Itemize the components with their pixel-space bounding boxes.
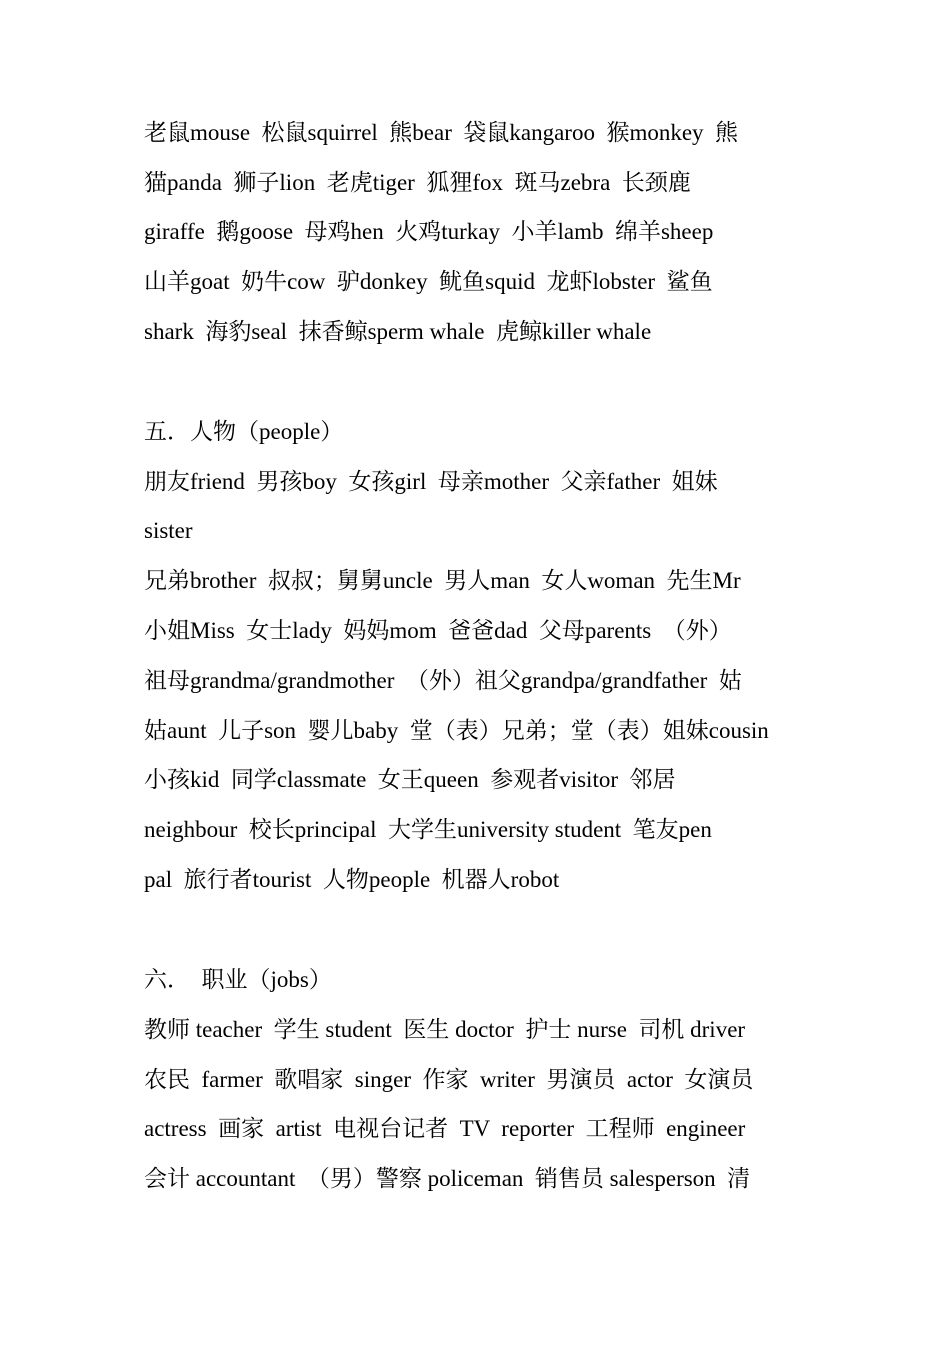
people-line-4: 小姐Miss 女士lady 妈妈mom 爸爸dad 父母parents （外） xyxy=(144,618,732,643)
jobs-heading: 六． 职业（jobs） xyxy=(144,967,332,992)
jobs-line-1: 教师 teacher 学生 student 医生 doctor 护士 nurse 司机 driver xyxy=(144,1017,746,1042)
people-line-5: 祖母grandma/grandmother （外）祖父grandpa/grandfather 姑 xyxy=(144,668,742,693)
people-line-9: pal 旅行者tourist 人物people 机器人robot xyxy=(144,867,560,892)
jobs-line-2: 农民 farmer 歌唱家 singer 作家 writer 男演员 actor 女演员 xyxy=(144,1067,754,1092)
animals-line-3: giraffe 鹅goose 母鸡hen 火鸡turkay 小羊lamb 绵羊sheep xyxy=(144,219,714,244)
animals-line-4: 山羊goat 奶牛cow 驴donkey 鱿鱼squid 龙虾lobster 鲨鱼 xyxy=(144,269,713,294)
jobs-line-3: actress 画家 artist 电视台记者 TV reporter 工程师 engineer xyxy=(144,1116,746,1141)
people-line-3: 兄弟brother 叔叔；舅舅uncle 男人man 女人woman 先生Mr xyxy=(144,568,741,593)
people-line-1: 朋友friend 男孩boy 女孩girl 母亲mother 父亲father 姐妹 xyxy=(144,469,718,494)
animals-line-2: 猫panda 狮子lion 老虎tiger 狐狸fox 斑马zebra 长颈鹿 xyxy=(144,170,691,195)
people-line-7: 小孩kid 同学classmate 女王queen 参观者visitor 邻居 xyxy=(144,767,676,792)
people-heading: 五．人物（people） xyxy=(144,419,344,444)
animals-line-1: 老鼠mouse 松鼠squirrel 熊bear 袋鼠kangaroo 猴monkey 熊 xyxy=(144,120,739,145)
animals-line-5: shark 海豹seal 抹香鲸sperm whale 虎鲸killer whale xyxy=(144,319,652,344)
people-line-6: 姑aunt 儿子son 婴儿baby 堂（表）兄弟；堂（表）姐妹cousin xyxy=(144,718,769,743)
jobs-line-4: 会计 accountant （男）警察 policeman 销售员 salesperson 清 xyxy=(144,1166,751,1191)
people-line-2: sister xyxy=(144,518,193,543)
people-line-8: neighbour 校长principal 大学生university student 笔友pen xyxy=(144,817,712,842)
